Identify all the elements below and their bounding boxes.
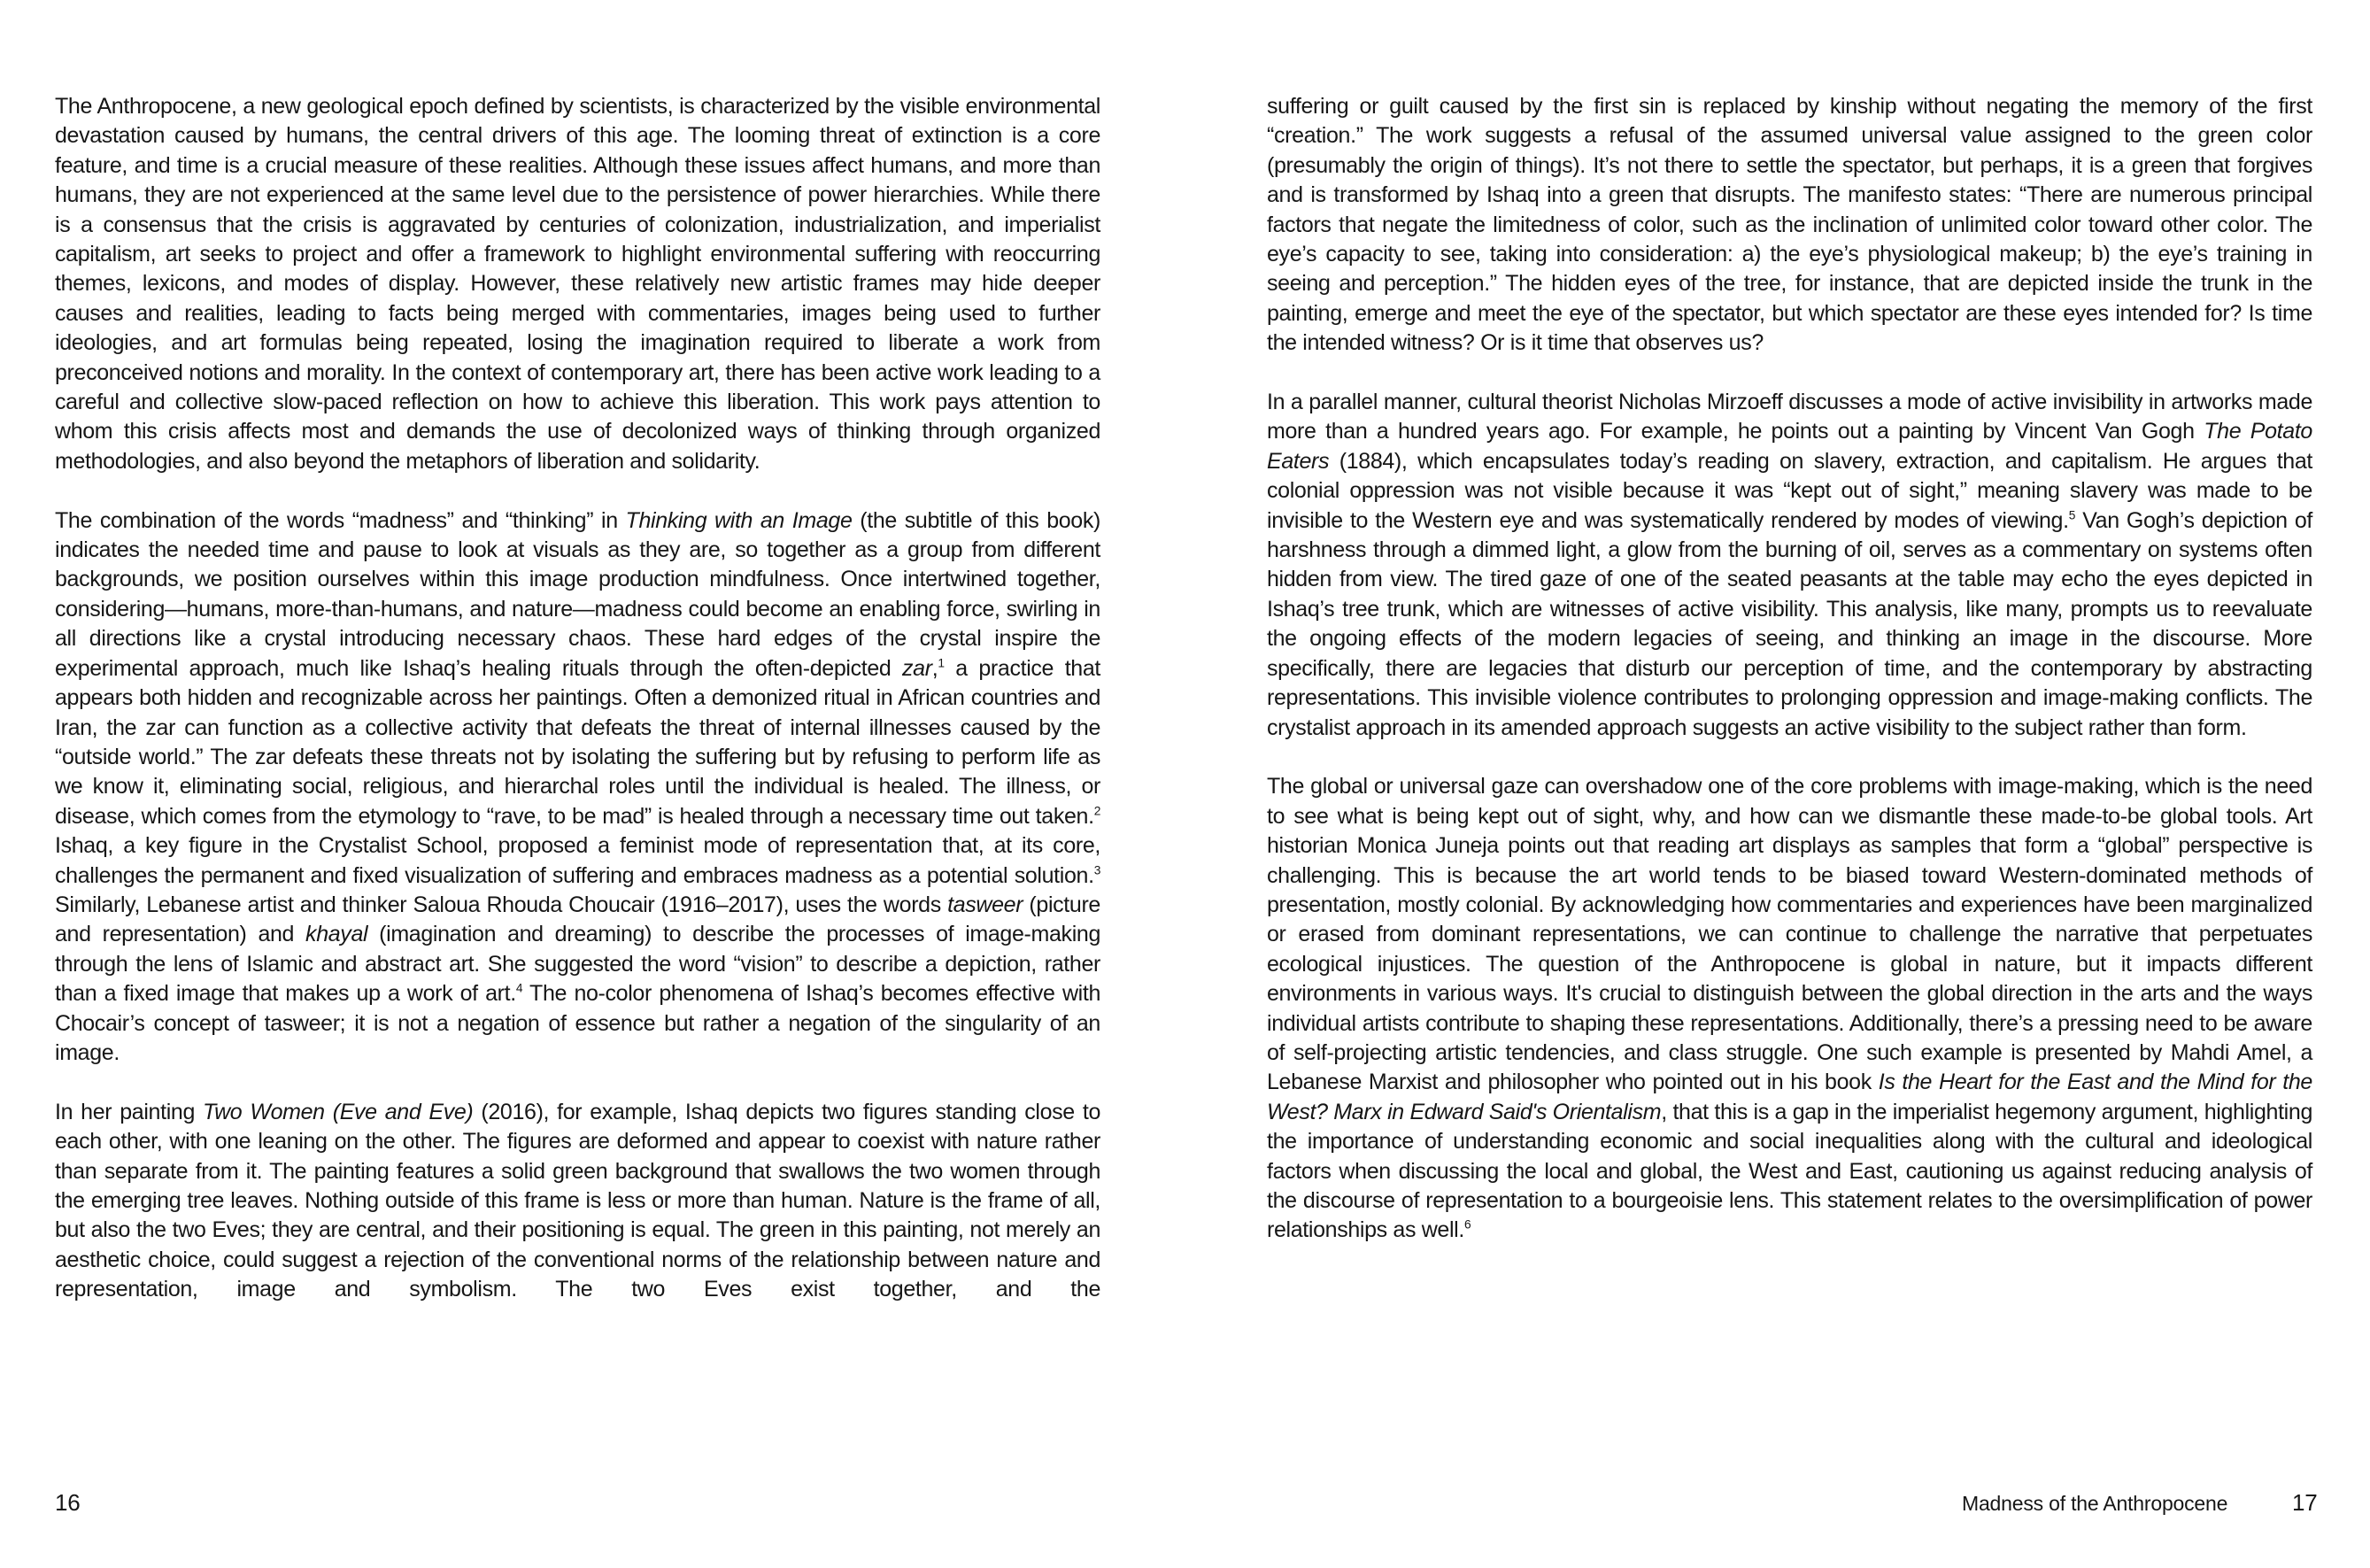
paragraph-text: (picture and representation) and — [55, 892, 1100, 947]
paragraph — [55, 506, 1100, 1069]
paragraph-text: Similarly, Lebanese artist and thinker Saloua Rhouda Choucair (1916–2017), uses the words — [55, 892, 948, 917]
paragraph-text: (2016), for example, Ishaq depicts two figures standing close to each other, with one leaning on the other. The figures are deformed and appear to coexist with nature rather than separate from it. The painting features a solid green background that swallows the two women through the emerging tree leaves. Nothing outside of this frame is less or more than human. Nature is the frame of all, but also the two Eves; they are central, and their positioning is equal. The green in this painting, not merely an aesthetic choice, could suggest a rejection of the conventional norms of the relationship between nature and representation, image and symbolism. The two Eves exist together, and the — [55, 1099, 1101, 1302]
book-subtitle: Thinking with an Image — [625, 507, 853, 533]
footnote-ref[interactable]: 2 — [1093, 804, 1100, 818]
footnote-ref[interactable]: 5 — [2068, 508, 2076, 522]
italic-term: tasweer — [947, 892, 1023, 917]
paragraph-text: The combination of the words “madness” and “thinking” in — [55, 507, 626, 533]
paragraph — [1267, 772, 2312, 1246]
italic-term: zar — [902, 655, 932, 681]
page-number-left: 16 — [55, 1489, 81, 1516]
running-title: Madness of the Anthropocene — [1962, 1492, 2228, 1515]
paragraph — [55, 92, 1100, 476]
paragraph-text: (the subtitle of this book) indicates the needed time and pause to look at visuals as they are, so together as a group from different backgrounds, we position ourselves within this image production mindfulness. Once intertwined together, considering—humans, more-than-humans, and nature—madness could become an enabling force, swirling in all directions like a crystal introducing necessary chaos. These hard edges of the crystal inspire the experimental approach, much like Ishaq’s healing rituals through the often-depicted — [55, 507, 1100, 681]
paragraph-text: The Anthropocene, a new geological epoch defined by scientists, is characterized by the visible environmental devastation caused by humans, the central drivers of this age. The looming threat of extinction is a core feature, and time is a crucial measure of these realities. Although these issues affect humans, and more than humans, they are not experienced at the same level due to the persistence of power hierarchies. While there is a consensus that the crisis is aggravated by centuries of colonization, industrialization, and imperialist capitalism, art seeks to project and offer a framework to highlight environmental suffering with reoccurring themes, lexicons, and modes of display. However, these relatively new artistic frames may hide deeper causes and realities, leading to facts being merged with commentaries, images being used to further ideologies, and art formulas being repeated, losing the imagination required to liberate a work from preconceived notions and morality. In the context of contemporary art, there has been active work leading to a careful and collective slow-paced reflection on how to achieve this liberation. This work pays attention to whom this crisis affects most and demands the use of decolonized ways of thinking through organized methodologies, and also beyond the metaphors of liberation and solidarity. — [55, 94, 1100, 474]
paragraph-text: Van Gogh’s depiction of harshness through a dimmed light, a glow from the burning of oil, serves as a commentary on systems often hidden from view. The tired gaze of one of the seated peasants at the table may echo the eyes depicted in Ishaq’s tree trunk, which are witnesses of active visibility. This analysis, like many, prompts us to reevaluate the ongoing effects of the modern legacies of seeing, and thinking an image in the discourse. More specifically, there are legacies that disturb our perception of time, and the contemporary by abstracting representations. This invisible violence contributes to prolonging oppression and image-making conflicts. The crystalist approach in its amended approach suggests an active visibility to the subject rather than form. — [1267, 507, 2312, 740]
footnote-ref[interactable]: 3 — [1093, 863, 1100, 877]
right-page-body — [1267, 92, 2312, 1275]
footnote-ref[interactable]: 4 — [515, 981, 523, 995]
italic-term: khayal — [305, 922, 368, 947]
paragraph-text: , — [931, 655, 938, 681]
left-page-body — [55, 92, 1100, 1334]
paragraph-text: In a parallel manner, cultural theorist Nicholas Mirzoeff discusses a mode of active invisibility in artworks made more than a hundred years ago. For example, he points out a painting by Vincent Van Gogh — [1267, 390, 2312, 444]
paragraph-text: (1884), which encapsulates today’s reading on slavery, extraction, and capitalism. He argues that colonial oppression was not visible because it was “kept out of sight,” meaning slavery was made to be invisible to the Western eye and was systematically rendered by modes of viewing. — [1267, 448, 2312, 533]
paragraph-text: In her painting — [55, 1099, 204, 1124]
artwork-title: The Potato Eaters — [1267, 419, 2312, 474]
paragraph-text: suffering or guilt caused by the first sin is replaced by kinship without negating the memory of the first “creation.” The work suggests a refusal of the assumed universal value assigned to the green color (presumably the origin of things). It’s not there to settle the spectator, but perhaps, it is a green that forgives and is transformed by Ishaq into a green that disrupts. The manifesto states: “There are numerous principal factors that negate the limitedness of color, such as the inclination of unlimited color toward other color. The eye’s capacity to see, taking into consideration: a) the eye’s physiological makeup; b) the eye’s training in seeing and perception.” The hidden eyes of the tree, for instance, that are depicted inside the trunk in the painting, emerge and meet the eye of the spectator, but which spectator are these eyes intended for? Is time the intended witness? Or is it time that observes us? — [1267, 94, 2312, 356]
artwork-title: Two Women (Eve and Eve) — [203, 1099, 474, 1124]
paragraph — [1267, 92, 2312, 359]
footnote-ref[interactable]: 1 — [938, 656, 945, 670]
paragraph-text: a practice that appears both hidden and recognizable across her paintings. Often a demonized ritual in African countries and Iran, the zar can function as a collective activity that defeats the threat of internal illnesses caused by the “outside world.” The zar defeats these threats not by isolating the suffering but by refusing to perform life as we know it, eliminating social, religious, and hierarchal roles until the individual is healed. The illness, or disease, which comes from the etymology to “rave, to be mad” is healed through a necessary time out taken. — [55, 655, 1100, 829]
page-number-right: 17 — [2292, 1489, 2318, 1516]
paragraph-text: The global or universal gaze can overshadow one of the core problems with image-making, which is the need to see what is being kept out of sight, why, and how can we dismantle these made-to-be global tools. Art historian Monica Juneja points out that reading art displays as samples that form a “global” perspective is challenging. This is because the art world tends to be biased toward Western-dominated methods of presentation, mostly colonial. By acknowledging how commentaries and experiences have been marginalized or erased from dominant representations, we can continue to challenge the narrative that perpetuates ecological injustices. The question of the Anthropocene is global in nature, but it impacts different environments in various ways. It's crucial to distinguish between the global direction in the arts and the ways individual artists contribute to shaping these representations. Additionally, there’s a pressing need to be aware of self-projecting artistic tendencies, and class struggle. One such example is presented by Mahdi Amel, a Lebanese Marxist and philosopher who pointed out in his book — [1267, 774, 2312, 1095]
paragraph-text: The no-color phenomena of Ishaq’s becomes effective with Chocair’s concept of tasweer; it is not a negation of essence but rather a negation of the singularity of an image. — [55, 981, 1100, 1065]
paragraph-text: , that this is a gap in the imperialist hegemony argument, highlighting the importance of understanding economic and social inequalities along with the cultural and ideological factors when discussing the local and global, the West and East, cautioning us against reducing analysis of the discourse of representation to a bourgeoisie lens. This statement relates to the oversimplification of power relationships as well. — [1267, 1099, 2312, 1243]
paragraph — [55, 1098, 1100, 1305]
paragraph-text: Ishaq, a key figure in the Crystalist School, proposed a feminist mode of representation that, at its core, challenges the permanent and fixed visualization of suffering and embraces madness as a potential solution. — [55, 833, 1100, 888]
book-title: Is the Heart for the East and the Mind for the West? Marx in Edward Said's Orientalism — [1267, 1070, 2312, 1124]
footnote-ref[interactable]: 6 — [1463, 1218, 1471, 1232]
paragraph — [1267, 388, 2312, 743]
paragraph-text: (imagination and dreaming) to describe the processes of image-making through the lens of Islamic and abstract art. She suggested the word “vision” to describe a depiction, rather than a fixed image that makes up a work of art. — [55, 922, 1101, 1007]
